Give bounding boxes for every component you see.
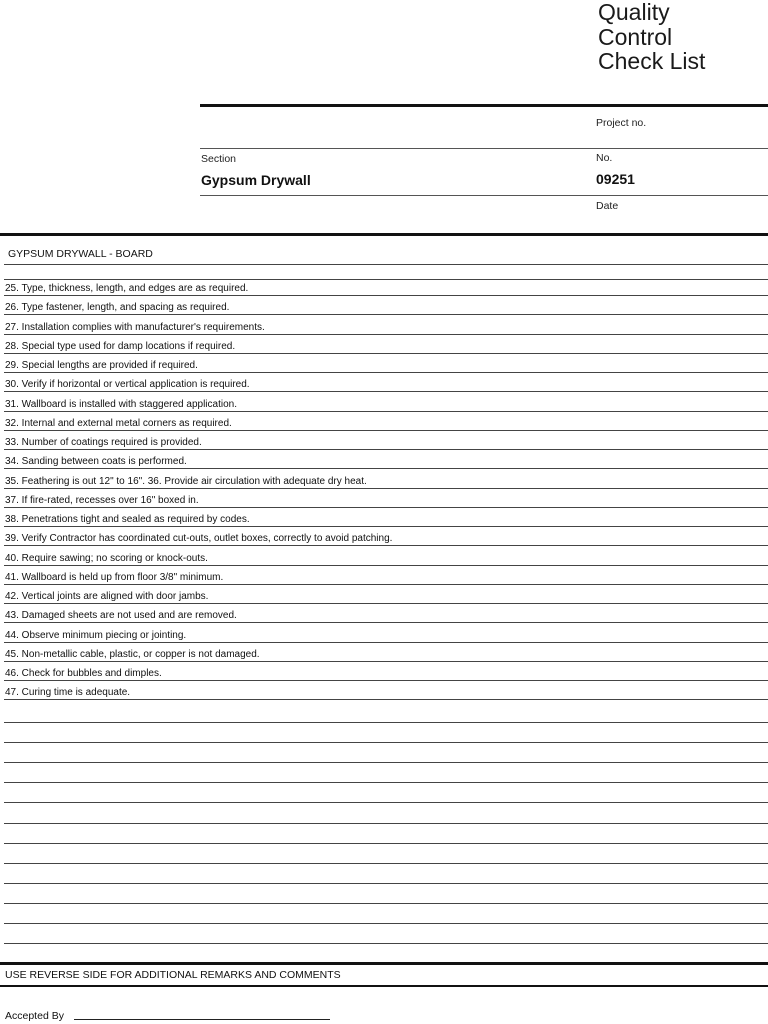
item-underline xyxy=(4,603,768,604)
checklist-item: 26. Type fastener, length, and spacing as required. xyxy=(5,302,230,314)
no-label: No. xyxy=(596,152,613,164)
checklist-item: 42. Vertical joints are aligned with door jambs. xyxy=(5,591,209,602)
blank-line[interactable] xyxy=(4,742,768,743)
checklist-item: 32. Internal and external metal corners as required. xyxy=(5,417,232,429)
checklist-item: 29. Special lengths are provided if required. xyxy=(5,360,198,371)
checklist-item: 27. Installation complies with manufacturer's requirements. xyxy=(5,321,265,333)
footer-top-rule xyxy=(0,962,768,965)
checklist-top-rule xyxy=(0,233,768,236)
checklist-item: 35. Feathering is out 12" to 16". 36. Provide air circulation with adequate dry heat. xyxy=(5,475,367,487)
blank-line[interactable] xyxy=(4,823,768,824)
checklist-item: 45. Non-metallic cable, plastic, or copper is not damaged. xyxy=(5,648,260,660)
heading-underline-2 xyxy=(4,279,768,280)
blank-line[interactable] xyxy=(4,923,768,924)
item-underline xyxy=(4,468,768,469)
checklist-item: 33. Number of coatings required is provided. xyxy=(5,437,202,448)
item-underline xyxy=(4,295,768,296)
heading-underline xyxy=(4,264,768,265)
project-no-label: Project no. xyxy=(596,117,647,129)
checklist-item: 37. If fire-rated, recesses over 16" boxed in. xyxy=(5,494,199,506)
item-underline xyxy=(4,430,768,431)
item-underline xyxy=(4,314,768,315)
title-line-3: Check List xyxy=(598,48,706,74)
checklist-item: 41. Wallboard is held up from floor 3/8" minimum. xyxy=(5,571,224,583)
blank-line[interactable] xyxy=(4,863,768,864)
item-underline xyxy=(4,642,768,643)
item-underline xyxy=(4,584,768,585)
item-underline xyxy=(4,449,768,450)
checklist-item: 40. Require sawing; no scoring or knock-outs. xyxy=(5,552,208,564)
item-underline xyxy=(4,699,768,700)
checklist-item: 47. Curing time is adequate. xyxy=(5,687,131,699)
checklist-item: 25. Type, thickness, length, and edges are as required. xyxy=(5,283,249,294)
date-label: Date xyxy=(596,200,619,212)
blank-line[interactable] xyxy=(4,782,768,783)
checklist-heading: GYPSUM DRYWALL - BOARD xyxy=(8,248,153,260)
item-underline xyxy=(4,661,768,662)
blank-line[interactable] xyxy=(4,883,768,884)
item-underline xyxy=(4,545,768,546)
header-top-rule xyxy=(200,104,768,107)
item-underline xyxy=(4,334,768,335)
form-title xyxy=(598,0,705,74)
item-underline xyxy=(4,680,768,681)
item-underline xyxy=(4,526,768,527)
accepted-by-signature-line[interactable] xyxy=(74,1019,330,1020)
section-label: Section xyxy=(201,153,237,165)
checklist-item: 43. Damaged sheets are not used and are removed. xyxy=(5,610,237,622)
blank-line[interactable] xyxy=(4,722,768,723)
no-value: 09251 xyxy=(596,171,635,187)
item-underline xyxy=(4,353,768,354)
section-value: Gypsum Drywall xyxy=(201,172,311,188)
blank-line[interactable] xyxy=(4,762,768,763)
item-underline xyxy=(4,391,768,392)
item-underline xyxy=(4,488,768,489)
item-underline xyxy=(4,622,768,623)
blank-line[interactable] xyxy=(4,903,768,904)
checklist-item: 38. Penetrations tight and sealed as required by codes. xyxy=(5,514,250,525)
item-underline xyxy=(4,565,768,566)
checklist-item: 30. Verify if horizontal or vertical application is required. xyxy=(5,379,250,391)
checklist-item: 46. Check for bubbles and dimples. xyxy=(5,668,162,679)
remarks-note: USE REVERSE SIDE FOR ADDITIONAL REMARKS AND COMMENTS xyxy=(5,969,341,981)
checklist-item: 44. Observe minimum piecing or jointing. xyxy=(5,629,187,641)
item-underline xyxy=(4,411,768,412)
item-underline xyxy=(4,507,768,508)
header-rule-2 xyxy=(200,195,768,196)
title-line-2: Control xyxy=(598,23,673,50)
header-rule-1 xyxy=(200,148,768,149)
checklist-item: 34. Sanding between coats is performed. xyxy=(5,456,187,468)
title-line-1: Quality xyxy=(598,0,670,25)
blank-line[interactable] xyxy=(4,802,768,803)
footer-bottom-rule xyxy=(0,985,768,987)
checklist-item: 39. Verify Contractor has coordinated cut-outs, outlet boxes, correctly to avoid patching. xyxy=(5,533,393,545)
checklist-item: 28. Special type used for damp locations if required. xyxy=(5,340,236,352)
blank-line[interactable] xyxy=(4,943,768,944)
accepted-by-label: Accepted By xyxy=(5,1010,64,1022)
checklist-item: 31. Wallboard is installed with staggered application. xyxy=(5,398,237,410)
blank-line[interactable] xyxy=(4,843,768,844)
item-underline xyxy=(4,372,768,373)
